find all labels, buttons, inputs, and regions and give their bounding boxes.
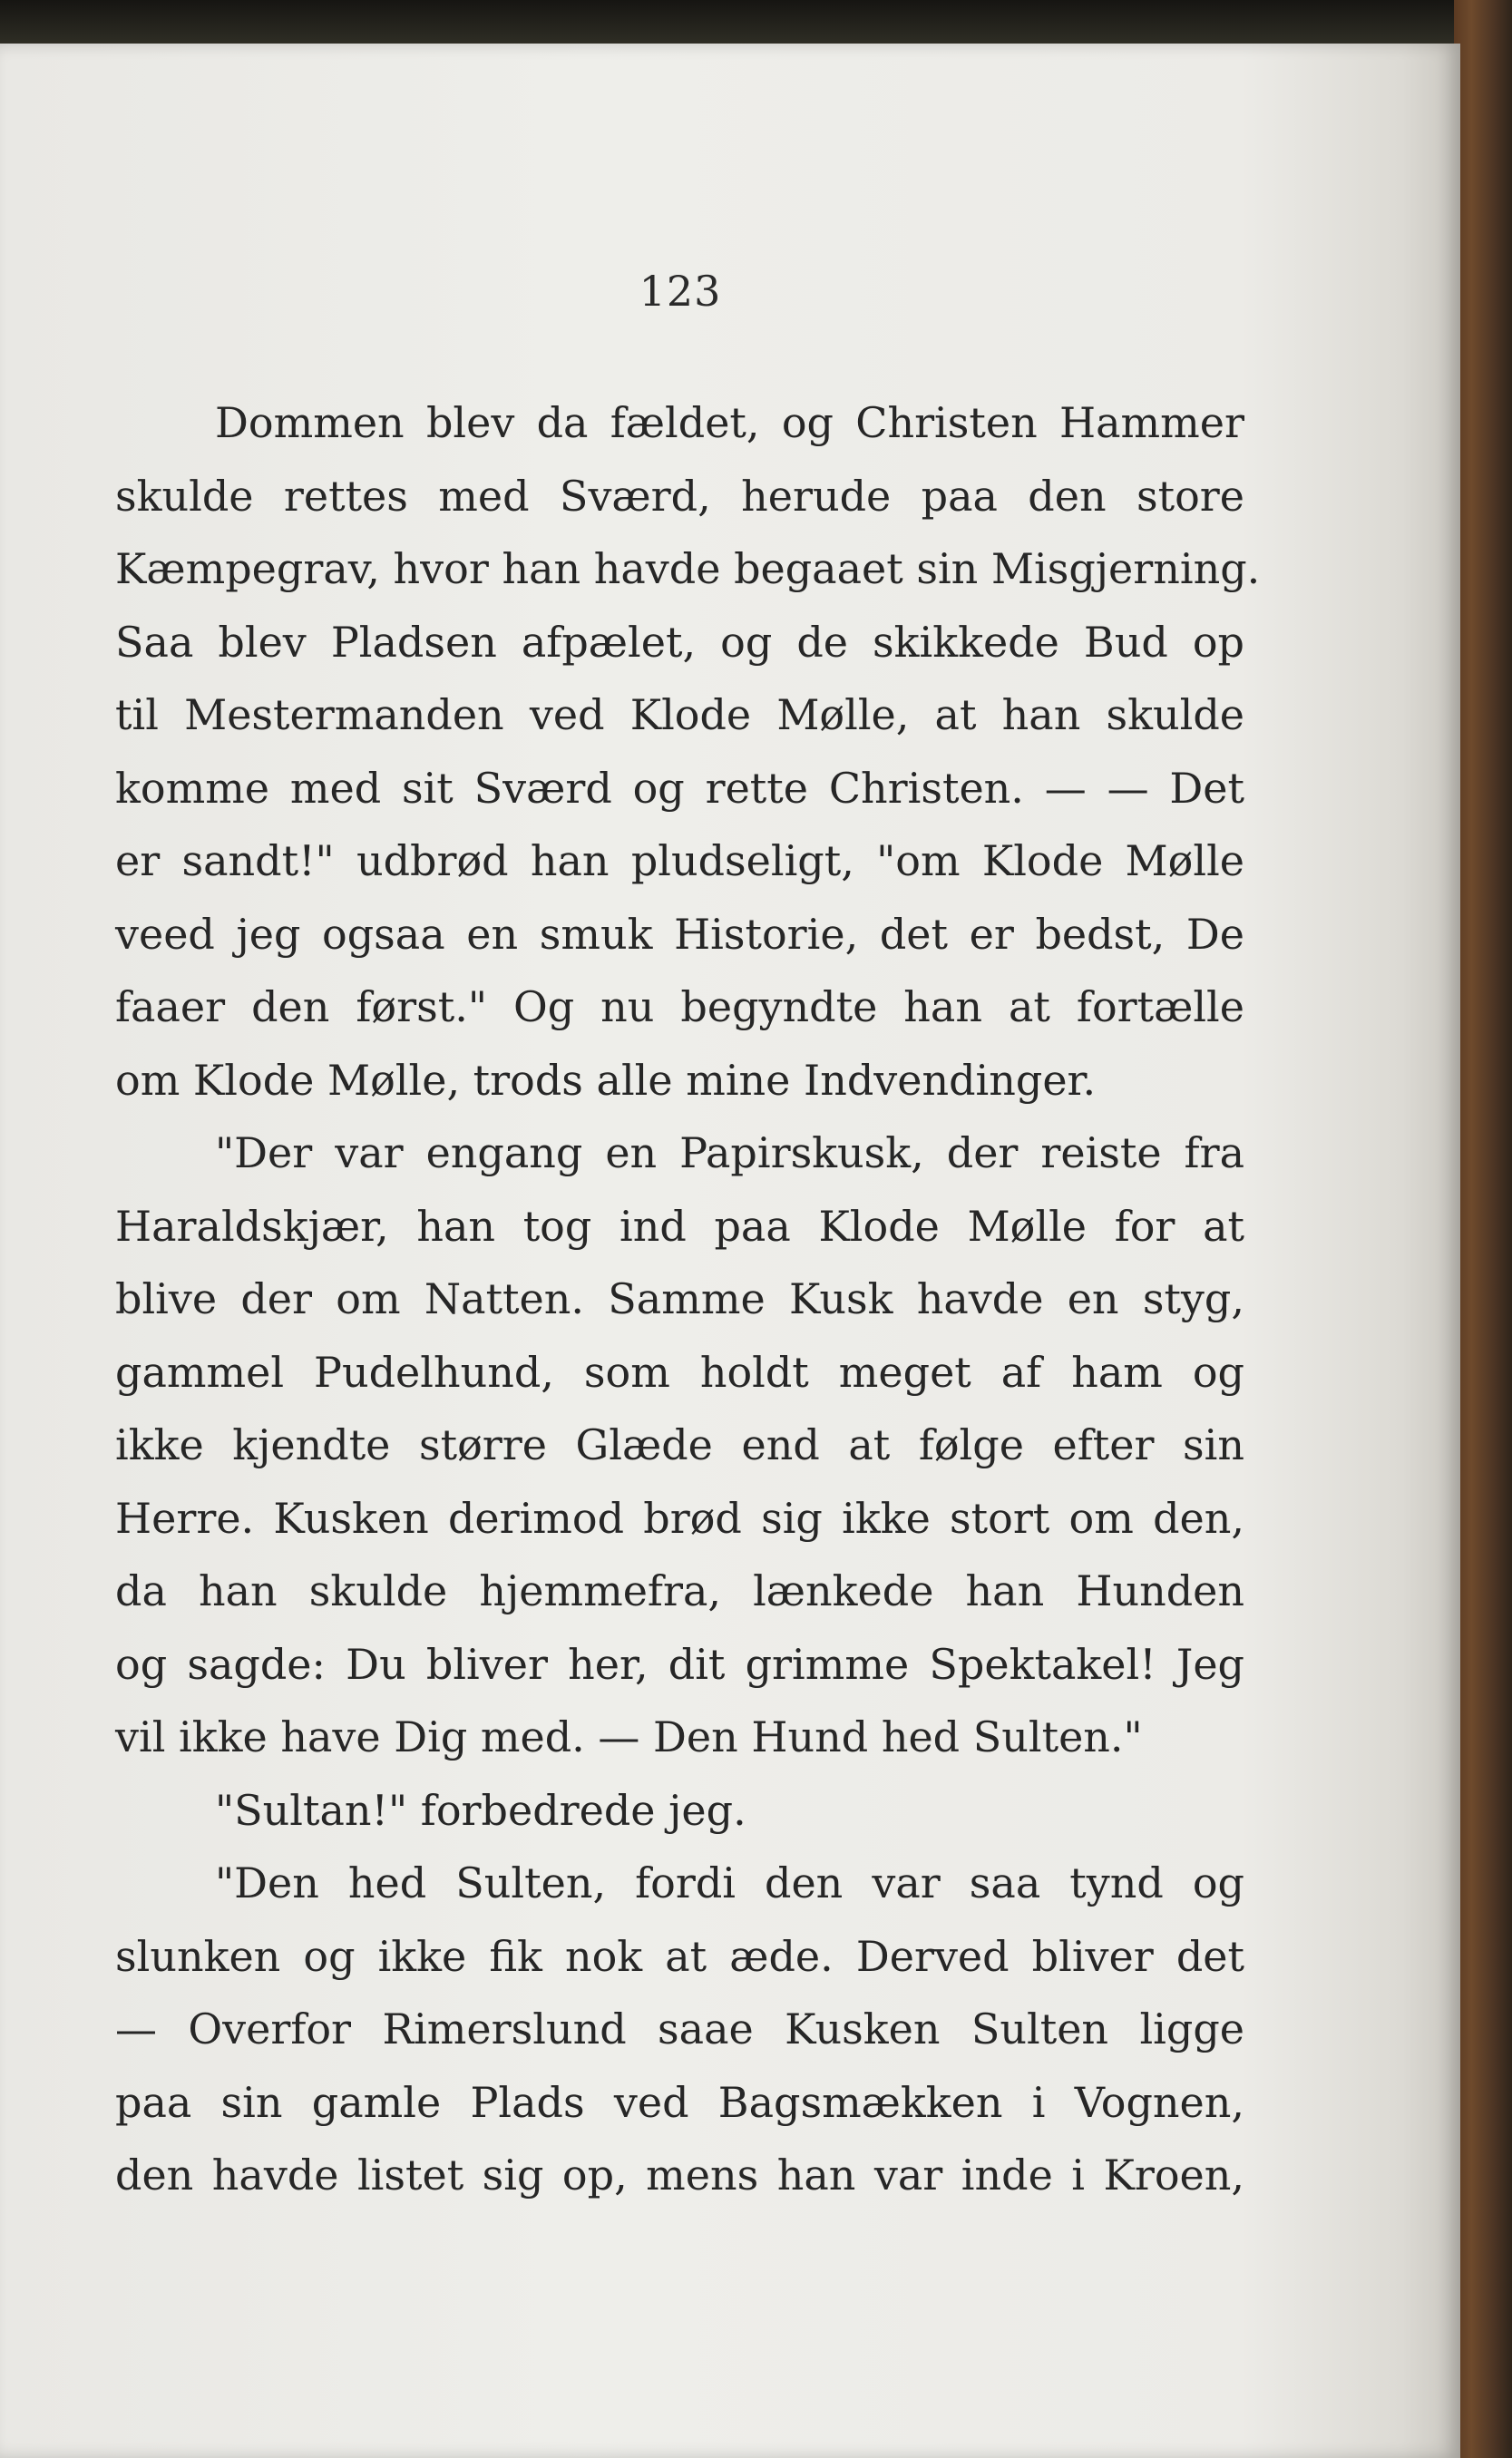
text-line: veed jeg ogsaa en smuk Historie, det er bedst, De: [115, 909, 1244, 959]
page-number: 123: [639, 267, 722, 316]
text-line: "Den hed Sulten, fordi den var saa tynd og: [215, 1858, 1244, 1907]
text-line: faaer den først." Og nu begyndte han at fortælle: [115, 982, 1244, 1031]
text-line: Haraldskjær, han tog ind paa Klode Mølle for at: [115, 1201, 1244, 1251]
text-line: paa sin gamle Plads ved Bagsmækken i Vognen,: [115, 2077, 1244, 2127]
text-line: blive der om Natten. Samme Kusk havde en styg,: [115, 1274, 1244, 1323]
text-line: Dommen blev da fældet, og Christen Hammer: [215, 398, 1244, 447]
text-line: da han skulde hjemmefra, lænkede han Hunden: [115, 1566, 1244, 1615]
text-line: om Klode Mølle, trods alle mine Indvendinger.: [115, 1055, 1097, 1105]
book-cover-edge: [1454, 0, 1512, 2458]
page-body-text: [115, 386, 1261, 2212]
text-line: slunken og ikke fik nok at æde. Derved bliver det: [115, 1931, 1244, 1981]
text-line: til Mestermanden ved Klode Mølle, at han skulde: [115, 690, 1244, 739]
text-line: Saa blev Pladsen afpælet, og de skikkede Bud op: [115, 617, 1244, 667]
text-line: vil ikke have Dig med. — Den Hund hed Sulten.": [115, 1712, 1143, 1761]
text-line: Kæmpegrav, hvor han havde begaaet sin Misgjerning.: [115, 544, 1261, 593]
text-line: ikke kjendte større Glæde end at følge efter sin: [115, 1420, 1244, 1469]
text-line: skulde rettes med Sværd, herude paa den store: [115, 471, 1244, 521]
text-line: den havde listet sig op, mens han var inde i Kroen,: [115, 2151, 1244, 2200]
book-page: [0, 44, 1460, 2458]
text-line: — Overfor Rimerslund saae Kusken Sulten ligge: [115, 2004, 1244, 2053]
text-line: komme med sit Sværd og rette Christen. — — Det: [115, 763, 1244, 813]
text-line: "Der var engang en Papirskusk, der reiste fra: [215, 1128, 1244, 1177]
text-line: og sagde: Du bliver her, dit grimme Spektakel! Jeg: [115, 1639, 1244, 1689]
text-line: Herre. Kusken derimod brød sig ikke stort om den,: [115, 1493, 1244, 1543]
text-line: gammel Pudelhund, som holdt meget af ham og: [115, 1347, 1244, 1397]
text-line: "Sultan!" forbedrede jeg.: [215, 1785, 746, 1835]
text-line: er sandt!" udbrød han pludseligt, "om Klode Mølle: [115, 836, 1244, 885]
